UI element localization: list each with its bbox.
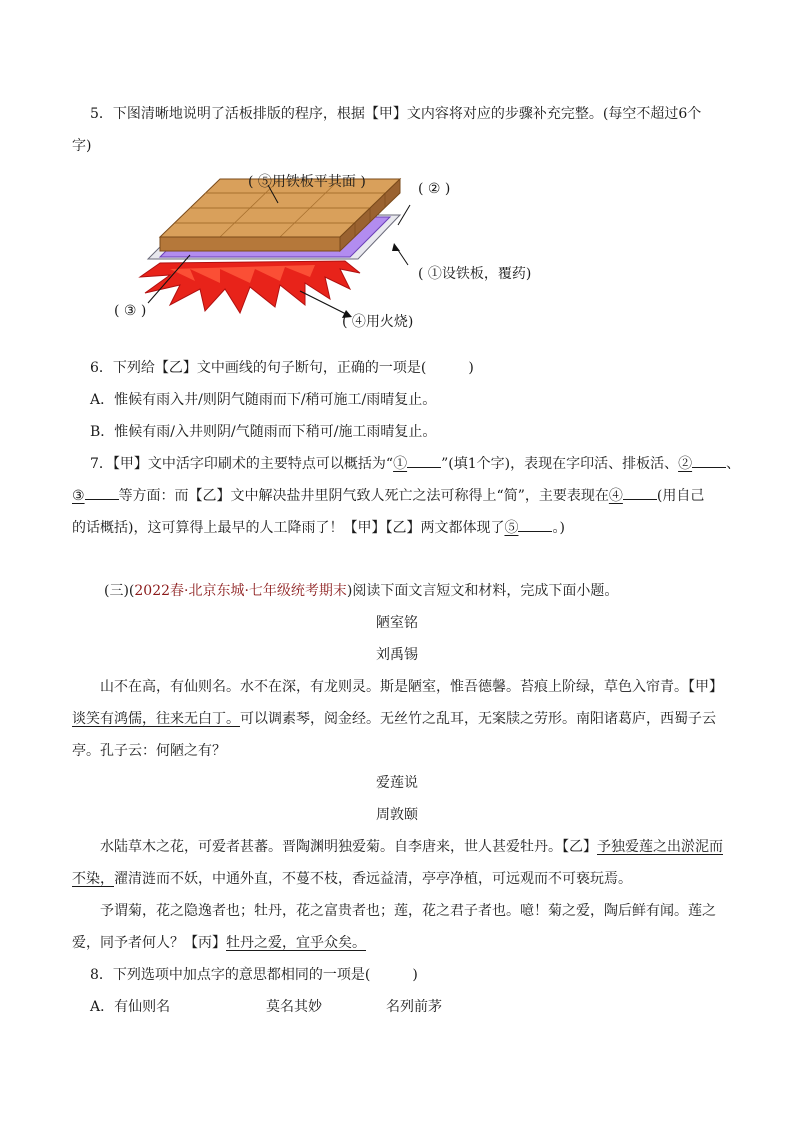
q6-option-a: A．惟候有雨入井/则阴气随雨而下/稍可施工/雨晴复止。 [90,392,437,408]
q8-option-a-1: A．有仙则名 [90,999,171,1015]
q5-stem-line1: 5．下图清晰地说明了活板排版的程序，根据【甲】文内容将对应的步骤补充完整。(每空不超过6个 [90,106,702,122]
poem2-line3: 予谓菊，花之隐逸者也；牡丹，花之富贵者也；莲，花之君子者也。噫！菊之爱，陶后鲜有闻。莲之 [100,903,716,919]
blank-3: ③ [72,488,85,504]
label-step-1: ( ①设铁板，覆药) [418,266,532,282]
section-3-heading: (三)(2022春·北京东城·七年级统考期末)阅读下面文言短文和材料，完成下面小题。 [104,583,619,599]
q8-stem: 8．下列选项中加点字的意思都相同的一项是( ) [90,967,418,983]
blank-2-line [692,455,726,468]
blank-1-line [407,455,441,468]
fire-flames [140,261,360,313]
underlined-sentence-yi: 予独爱莲之出淤泥而 [597,839,723,855]
poem1-author: 刘禹锡 [376,647,418,663]
typesetting-diagram [100,165,580,335]
q6-stem: 6．下列给【乙】文中画线的句子断句，正确的一项是( ) [90,360,474,376]
poem2-author: 周敦颐 [376,807,418,823]
q7-line3: 的话概括)，这可算得上最早的人工降雨了！【甲】【乙】两文都体现了⑤ 。) [72,520,565,536]
source-tag: 2022春·北京东城·七年级统考期末 [134,583,347,599]
poem2-line1: 水陆草木之花，可爱者甚蕃。晋陶渊明独爱菊。自李唐来，世人甚爱牡丹。【乙】予独爱莲之出淤泥而 [100,839,723,855]
label-step-3: ( ③ ) [114,303,147,319]
blank-4-line [623,487,657,500]
underlined-sentence-bing: 牡丹之爱，宜乎众矣。 [226,935,366,951]
label-step-2: ( ② ) [418,181,451,197]
blank-2: ② [678,456,693,472]
q6-option-b: B．惟候有雨/入井则阴/气随雨而下稍可/施工雨晴复止。 [90,424,437,440]
blank-5: ⑤ [504,520,519,536]
q8-option-a-2: 莫名其妙 [266,999,322,1015]
blank-3-line [85,487,119,500]
poem2-title: 爱莲说 [376,775,418,791]
blank-1: ① [393,456,408,472]
poem2-line2: 不染，濯清涟而不妖，中通外直，不蔓不枝，香远益清，亭亭净植，可远观而不可亵玩焉。 [72,871,632,887]
q7-line1: 7．【甲】文中活字印刷术的主要特点可以概括为“① ”(填1个字)，表现在字印活、排板活、② 、 [90,456,741,472]
blank-5-line [518,519,552,532]
poem1-line2: 谈笑有鸿儒，往来无白丁。可以调素琴，阅金经。无丝竹之乱耳，无案牍之劳形。南阳诸葛庐，西蜀子云 [72,711,716,727]
q8-option-a-3: 名列前茅 [386,999,442,1015]
q5-stem-line2: 字) [72,138,92,154]
blank-4: ④ [608,488,623,504]
label-step-4: ( ④用火烧) [342,314,414,330]
poem1-title: 陋室铭 [376,615,418,631]
underlined-sentence-jia: 谈笑有鸿儒，往来无白丁。 [72,711,240,727]
poem2-line4: 爱，同予者何人？【丙】牡丹之爱，宜乎众矣。 [72,935,366,951]
label-step-5: ( ⑤用铁板平其面 ) [248,174,366,190]
q7-line2: ③ 等方面：而【乙】文中解决盐井里阴气致人死亡之法可称得上“简”，主要表现在④ (用自己 [72,488,705,504]
poem1-line1: 山不在高，有仙则名。水不在深，有龙则灵。斯是陋室，惟吾德馨。苔痕上阶绿，草色入帘青。【甲】 [100,679,723,695]
poem1-line3: 亭。孔子云：何陋之有？ [72,743,226,759]
